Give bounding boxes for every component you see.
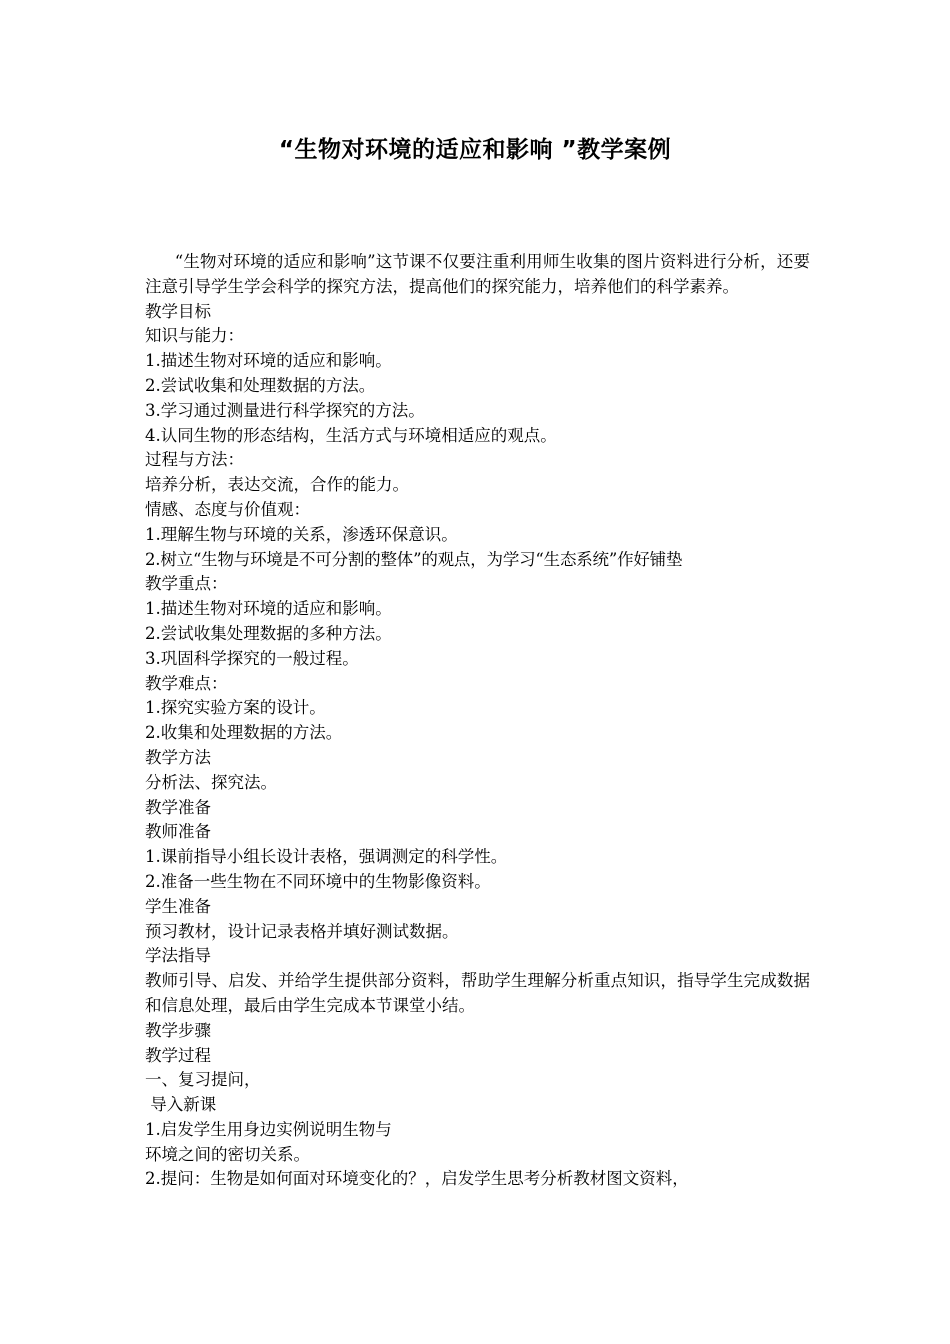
list-item: 3.巩固科学探究的一般过程。: [145, 648, 359, 668]
text-paragraph: 教师引导、启发、并给学生提供部分资料，帮助学生理解分析重点知识，指导学生完成数据和信息处理，最后由学生完成本节课堂小结。: [145, 971, 810, 1015]
step-heading: 导入新课: [145, 1095, 217, 1115]
list-item: 2.树立“生物与环境是不可分割的整体”的观点，为学习“生态系统”作好铺垫: [145, 549, 683, 569]
step-heading: 一、复习提问，: [145, 1070, 261, 1090]
list-item: 3.学习通过测量进行科学探究的方法。: [145, 400, 425, 420]
text-line: 预习教材，设计记录表格并填好测试数据。: [145, 921, 459, 941]
text-line: 分析法、探究法。: [145, 772, 277, 792]
subsection-heading: 教学过程: [145, 1045, 211, 1065]
section-heading: 教学方法: [145, 747, 211, 767]
list-item: 1.探究实验方案的设计。: [145, 698, 326, 718]
section-heading: 学法指导: [145, 946, 211, 966]
list-item: 1.启发学生用身边实例说明生物与: [145, 1119, 392, 1139]
subsection-heading: 学生准备: [145, 896, 211, 916]
list-item: 1.课前指导小组长设计表格，强调测定的科学性。: [145, 847, 508, 867]
list-item: 4.认同生物的形态结构，生活方式与环境相适应的观点。: [145, 425, 557, 445]
list-item: 2.尝试收集处理数据的多种方法。: [145, 623, 392, 643]
subsection-heading: 过程与方法：: [145, 450, 244, 470]
list-item: 1.理解生物与环境的关系，渗透环保意识。: [145, 524, 458, 544]
section-heading: 教学重点：: [145, 574, 228, 594]
list-item: 2.准备一些生物在不同环境中的生物影像资料。: [145, 871, 491, 891]
document-body: [145, 250, 810, 1192]
section-heading: 教学步骤: [145, 1020, 211, 1040]
subsection-heading: 教师准备: [145, 822, 211, 842]
section-heading: 教学难点：: [145, 673, 228, 693]
subsection-heading: 知识与能力：: [145, 326, 244, 346]
intro-paragraph: “生物对环境的适应和影响”这节课不仅要注重利用师生收集的图片资料进行分析，还要注意引导学生学会科学的探究方法，提高他们的探究能力，培养他们的科学素养。: [145, 252, 810, 296]
text-line: 环境之间的密切关系。: [145, 1144, 310, 1164]
subsection-heading: 情感、态度与价值观：: [145, 499, 310, 519]
list-item: 1.描述生物对环境的适应和影响。: [145, 599, 392, 619]
list-item: 2.收集和处理数据的方法。: [145, 723, 343, 743]
list-item: 1.描述生物对环境的适应和影响。: [145, 351, 392, 371]
section-heading: 教学准备: [145, 797, 211, 817]
list-item: 2.尝试收集和处理数据的方法。: [145, 375, 376, 395]
section-heading: 教学目标: [145, 301, 211, 321]
text-line: 培养分析，表达交流，合作的能力。: [145, 475, 409, 495]
document-title: “生物对环境的适应和影响 ”教学案例: [278, 137, 672, 163]
list-item: 2.提问：生物是如何面对环境变化的？，启发学生思考分析教材图文资料，: [145, 1169, 689, 1189]
